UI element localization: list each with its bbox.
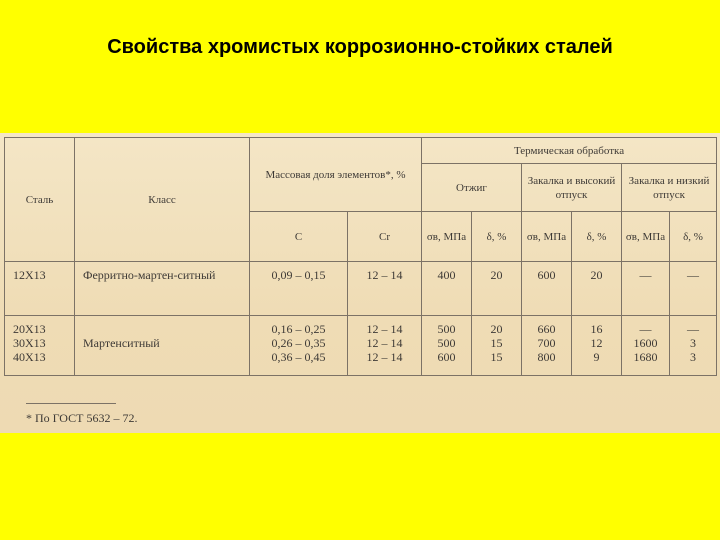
cell-cr: 12 – 14 12 – 14 12 – 14 — [348, 316, 422, 376]
table-row — [5, 262, 717, 316]
header-sigma-annealing: σв, МПа — [422, 212, 472, 262]
header-mass-fraction: Массовая доля элементов*, % — [250, 138, 422, 212]
header-c: C — [250, 212, 348, 262]
cell-steel: 20Х13 30Х13 40Х13 — [5, 316, 75, 376]
cell-high-delta: 16 12 9 — [572, 316, 622, 376]
cell-class: Ферритно-мартен-ситный — [75, 262, 250, 316]
cell-high-delta: 20 — [572, 262, 622, 316]
cell-cr: 12 – 14 — [348, 262, 422, 316]
header-cr: Cr — [348, 212, 422, 262]
table-row — [5, 316, 717, 376]
cell-class: Мартенситный — [75, 316, 250, 376]
cell-low-sigma: — — [622, 262, 670, 316]
cell-steel: 12Х13 — [5, 262, 75, 316]
header-steel: Сталь — [5, 138, 75, 262]
cell-low-delta: — 3 3 — [670, 316, 717, 376]
cell-c: 0,16 – 0,25 0,26 – 0,35 0,36 – 0,45 — [250, 316, 348, 376]
header-annealing: Отжиг — [422, 164, 522, 212]
header-delta-low: δ, % — [670, 212, 717, 262]
cell-c: 0,09 – 0,15 — [250, 262, 348, 316]
scanned-table-image — [0, 133, 720, 433]
footnote-divider — [26, 403, 116, 404]
cell-high-sigma: 600 — [522, 262, 572, 316]
header-class: Класс — [75, 138, 250, 262]
cell-ann-sigma: 400 — [422, 262, 472, 316]
header-delta-high: δ, % — [572, 212, 622, 262]
cell-ann-delta: 20 15 15 — [472, 316, 522, 376]
header-sigma-low: σв, МПа — [622, 212, 670, 262]
page-title: Свойства хромистых коррозионно-стойких сталей — [107, 36, 613, 58]
cell-ann-sigma: 500 500 600 — [422, 316, 472, 376]
cell-ann-delta: 20 — [472, 262, 522, 316]
header-quench-low: Закалка и низкий отпуск — [622, 164, 717, 212]
header-delta-annealing: δ, % — [472, 212, 522, 262]
footnote: * По ГОСТ 5632 – 72. — [26, 411, 138, 425]
header-heat-treatment: Термическая обработка — [422, 138, 717, 164]
cell-high-sigma: 660 700 800 — [522, 316, 572, 376]
header-sigma-high: σв, МПа — [522, 212, 572, 262]
cell-low-sigma: — 1600 1680 — [622, 316, 670, 376]
cell-low-delta: — — [670, 262, 717, 316]
header-quench-high: Закалка и высокий отпуск — [522, 164, 622, 212]
steel-properties-table — [4, 137, 717, 376]
